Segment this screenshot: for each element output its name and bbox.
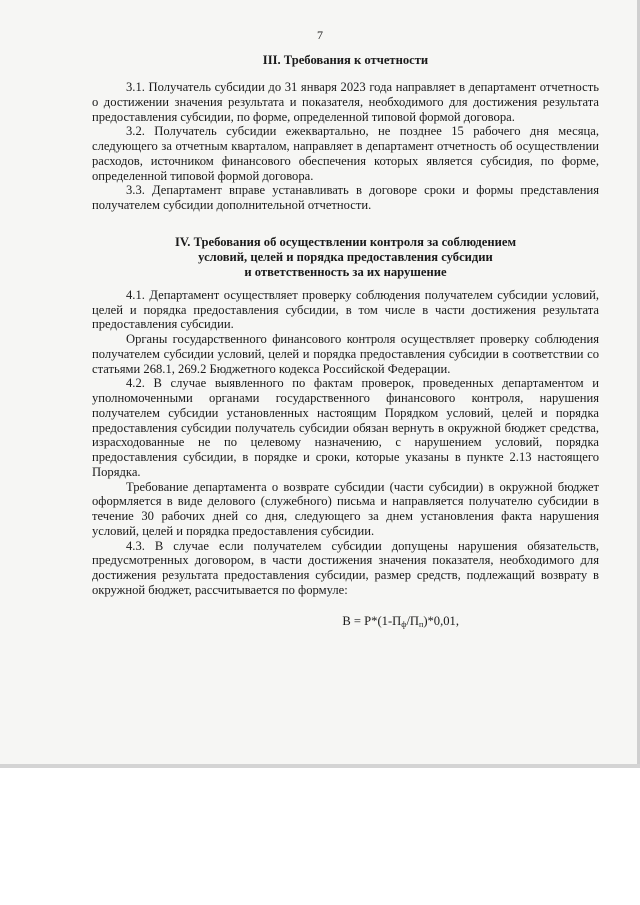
paragraph-4-1: 4.1. Департамент осуществляет проверку соблюдения получателем субсидии условий, целей и порядка предоставления субсидии, в том числе в части достижения результата предоставления субсидии. bbox=[92, 287, 599, 332]
formula-rhs: )*0,01, bbox=[423, 613, 459, 628]
formula-lhs: В = Р*(1-П bbox=[342, 613, 402, 628]
section-4-title-line: и ответственность за их нарушение bbox=[244, 264, 447, 279]
formula-mid: /П bbox=[406, 613, 420, 628]
paragraph-3-3: 3.3. Департамент вправе устанавливать в договоре сроки и формы представления получателем субсидии дополнительной отчетности. bbox=[92, 183, 599, 212]
refund-formula bbox=[92, 614, 599, 633]
section-4-title-line: условий, целей и порядка предоставления субсидии bbox=[198, 249, 493, 264]
page-number: 7 bbox=[317, 28, 323, 42]
paragraph-3-2: 3.2. Получатель субсидии ежеквартально, не позднее 15 рабочего дня месяца, следующего за отчетным кварталом, направляет в департамент отчетность об осуществлении расходов, источником финансового обеспечения которых является субсидия, по форме, определенной типовой формой договора. bbox=[92, 124, 599, 183]
paragraph-4-2-requirement: Требование департамента о возврате субсидии (части субсидии) в окружной бюджет оформляется в виде делового (служебного) письма и направляется получателю субсидии в течение 30 рабочих дней со дня, следующего за днем установления факта нарушения условий, целей и порядка предоставления субсидии. bbox=[92, 479, 599, 538]
formula-sub-fact: ф bbox=[401, 619, 407, 629]
scan-bottom-edge bbox=[0, 764, 640, 768]
paragraph-4-1-control: Органы государственного финансового контроля осуществляет проверку соблюдения получателем субсидии условий, целей и порядка предоставления субсидии в соответствии со статьями 268.1, 269.2 Бюджетного кодекса Российской Федерации. bbox=[92, 332, 599, 376]
section-3-title: III. Требования к отчетности bbox=[262, 53, 429, 67]
paragraph-4-3: 4.3. В случае если получателем субсидии допущены нарушения обязательств, предусмотренных договором, в части достижения значения показателя, необходимого для достижения результата предоставления субсидии, размер средств, подлежащий возврату в окружной бюджет, рассчитывается по формуле: bbox=[92, 538, 599, 597]
section-4-title-line: IV. Требования об осуществлении контроля за соблюдением bbox=[174, 234, 517, 249]
paragraph-4-2: 4.2. В случае выявленного по фактам проверок, проведенных департаментом и уполномоченными органами государственного финансового контроля, нарушения получателем субсидии установленных настоящим Порядком условий, целей и порядка предоставления субсидии получатель субсидии обязан вернуть в окружной бюджет средства, израсходованные не по целевому назначению, с нарушением условий, порядка предоставления субсидии, в порядке и сроки, которые указаны в пункте 2.13 настоящего Порядка. bbox=[92, 376, 599, 479]
section-4-title bbox=[92, 235, 599, 280]
paragraph-3-1: 3.1. Получатель субсидии до 31 января 2023 года направляет в департамент отчетность о достижении значения результата и показателя, необходимого для достижения результата предоставления субсидии, по форме, определенной типовой формой договора. bbox=[92, 80, 599, 124]
formula-sub-plan: п bbox=[419, 619, 424, 629]
document-body bbox=[92, 53, 599, 632]
